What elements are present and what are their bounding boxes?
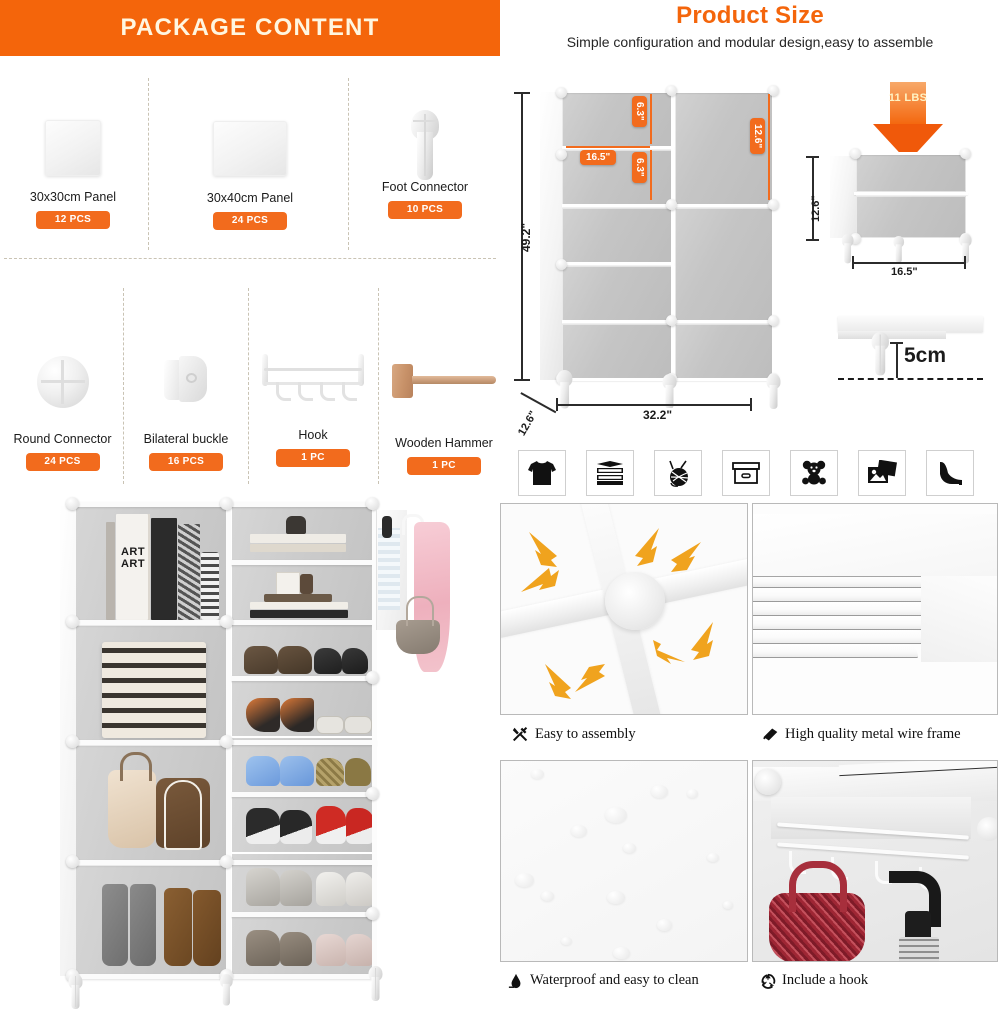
feature-caption-wireframe xyxy=(762,726,961,743)
measure-label-depth: 12.6" xyxy=(516,408,540,438)
photo-book xyxy=(201,552,219,620)
photo-sneaker-white xyxy=(346,872,374,906)
water-droplet xyxy=(531,769,544,779)
water-droplet xyxy=(651,785,668,798)
feature-caption-text: High quality metal wire frame xyxy=(785,726,961,742)
connector-knob xyxy=(556,259,567,270)
photo-connector-knob xyxy=(220,615,233,628)
water-droplet xyxy=(571,825,587,837)
product-photo-assembled-unit xyxy=(60,500,480,985)
stacked-panel xyxy=(753,616,934,630)
photo-connector-knob xyxy=(66,735,79,748)
photo-clog-blue xyxy=(246,756,280,786)
divider-vertical xyxy=(148,78,149,250)
package-item-qty: 1 PC xyxy=(407,457,481,475)
photo-connector-knob xyxy=(366,907,379,920)
assembly-closeup-image xyxy=(501,504,747,714)
photo-tray xyxy=(264,594,332,602)
measure-line-clearance xyxy=(896,342,898,378)
feature-photo-assembly xyxy=(500,503,748,715)
package-item-qty: 12 PCS xyxy=(36,211,110,229)
water-droplet xyxy=(605,807,627,823)
photo-sneaker-black xyxy=(280,810,312,844)
tools-icon xyxy=(512,726,529,743)
photo-sneaker-grey xyxy=(280,870,312,906)
dimension-arrow-vertical xyxy=(768,94,770,200)
photo-book xyxy=(151,518,177,620)
ground-dashed-line xyxy=(838,378,983,380)
connector-knob xyxy=(666,85,677,96)
water-droplet xyxy=(657,919,672,931)
dimension-badge-shelf-bottom: 6.3" xyxy=(632,152,647,183)
dimension-arrow-vertical xyxy=(650,150,652,200)
storage-icon-strip xyxy=(518,450,988,500)
product-size-title: Product Size xyxy=(676,2,824,29)
measure-tick xyxy=(806,156,819,158)
stacked-panel xyxy=(753,630,926,644)
divider-horizontal xyxy=(4,258,496,259)
package-item-30x30-panel xyxy=(8,110,138,229)
photo-connector-knob xyxy=(220,497,233,510)
photo-shelf-line xyxy=(230,560,376,565)
assembly-arrows xyxy=(501,504,748,715)
photo-shoe-dress xyxy=(244,646,278,674)
water-drop-icon xyxy=(508,973,524,989)
measure-tick xyxy=(514,379,530,381)
feature-caption-text: Easy to assembly xyxy=(535,726,636,742)
measure-label-height: 49.2" xyxy=(519,222,533,252)
package-item-foot-connector xyxy=(360,110,490,219)
water-droplet xyxy=(515,873,534,887)
photo-sneaker-black xyxy=(246,808,280,844)
rect-panel-icon xyxy=(213,121,287,191)
photo-shoe-dress xyxy=(278,646,312,674)
photo-book xyxy=(178,524,200,620)
dimension-badge-shelf-top: 6.3" xyxy=(632,96,647,127)
cabinet-cube xyxy=(675,208,775,322)
package-item-label: Round Connector xyxy=(13,432,112,446)
connector-knob xyxy=(556,87,567,98)
photo-side-grid-panel xyxy=(378,528,400,610)
measure-tick xyxy=(890,342,903,344)
feature-caption-assembly xyxy=(512,726,636,743)
photo-sneaker-pink xyxy=(346,934,374,966)
divider-vertical-line xyxy=(772,90,775,382)
teddy-bear-icon xyxy=(790,450,838,496)
connector-knob xyxy=(768,199,779,210)
water-droplet xyxy=(707,853,719,862)
photo-handbag-beige xyxy=(108,770,156,848)
connector-knob xyxy=(556,149,567,160)
photo-connector-knob xyxy=(66,855,79,868)
divider-vertical xyxy=(248,288,249,484)
photo-connector-knob xyxy=(66,615,79,628)
cube-foot xyxy=(956,234,975,264)
package-item-qty: 16 PCS xyxy=(149,453,223,471)
photo-boot-brown xyxy=(193,890,221,966)
wireframe-icon xyxy=(762,726,779,743)
photo-connector-knob xyxy=(366,497,379,510)
photo-decor-sculpture xyxy=(286,516,306,534)
divider-vertical-line xyxy=(671,90,674,382)
measure-tick xyxy=(514,92,530,94)
package-item-label: Foot Connector xyxy=(381,180,469,194)
photo-boot-grey xyxy=(102,884,128,966)
connector-knob xyxy=(666,315,677,326)
photos-icon xyxy=(858,450,906,496)
foot-connector-icon xyxy=(402,110,448,180)
divider-vertical xyxy=(378,288,379,484)
hook-mount-right xyxy=(977,817,998,841)
shelf-underside xyxy=(838,316,983,332)
measure-tick xyxy=(556,398,558,411)
measure-label-clearance: 5cm xyxy=(904,344,947,367)
photo-boot-grey xyxy=(130,884,156,966)
photo-book xyxy=(250,544,346,552)
photo-sandal xyxy=(316,716,344,734)
cube-foot xyxy=(890,236,907,263)
feature-photo-wireframe xyxy=(752,503,998,715)
feature-photo-waterproof xyxy=(500,760,748,962)
shelf-line xyxy=(854,192,968,195)
arrow-shaft xyxy=(890,82,926,126)
photo-sneaker-taupe xyxy=(280,932,312,966)
water-droplet xyxy=(687,789,698,798)
measure-line-width xyxy=(556,404,752,406)
feature-photo-hook xyxy=(752,760,998,962)
cube-foot xyxy=(838,234,857,264)
measure-label-cube-width: 16.5" xyxy=(886,266,923,278)
cabinet-cube xyxy=(562,92,672,148)
cabinet-cube xyxy=(675,324,775,380)
photo-book-title: ART ART xyxy=(120,546,146,570)
measure-label-width: 32.2" xyxy=(637,408,678,422)
feature-caption-hook xyxy=(760,972,868,989)
feature-caption-text: Include a hook xyxy=(782,972,869,988)
photo-shoe-printed xyxy=(345,758,371,786)
water-droplet xyxy=(607,891,625,904)
dimension-badge-cube-width: 16.5" xyxy=(580,150,616,165)
photo-sneaker-red xyxy=(316,806,346,844)
photo-book xyxy=(106,522,115,620)
photo-candle xyxy=(300,574,313,594)
photo-shoe-dress xyxy=(314,648,342,674)
package-item-qty: 24 PCS xyxy=(26,453,100,471)
connector-knob xyxy=(850,148,861,159)
photo-clog-blue xyxy=(280,756,314,786)
package-item-qty: 10 PCS xyxy=(388,201,462,219)
dimension-badge-cube-height: 12.6" xyxy=(750,118,765,154)
cabinet-cube xyxy=(562,208,672,264)
cabinet-cube xyxy=(562,150,672,206)
hook-usage-image xyxy=(753,761,997,961)
measure-line-depth xyxy=(521,392,557,413)
photo-sneaker-white xyxy=(316,872,346,906)
bilateral-buckle-icon xyxy=(164,356,208,432)
package-item-label: Bilateral buckle xyxy=(143,432,229,446)
measure-tick xyxy=(806,239,819,241)
package-item-qty: 24 PCS xyxy=(213,212,287,230)
water-droplet xyxy=(561,937,572,945)
cabinet-diagram-full xyxy=(540,88,780,388)
shelf-line xyxy=(562,262,674,265)
square-panel-icon xyxy=(45,120,101,190)
photo-heel xyxy=(246,698,280,732)
photo-shelf-line xyxy=(230,676,376,681)
cube-side-panel xyxy=(830,156,856,238)
photo-heel xyxy=(280,698,314,732)
photo-connector-knob xyxy=(66,497,79,510)
package-item-30x40-panel xyxy=(185,110,315,230)
foot-clearance-diagram xyxy=(838,316,983,396)
cube-upper-section xyxy=(856,154,966,192)
photo-sneaker-red xyxy=(346,808,374,844)
books-icon xyxy=(586,450,634,496)
photo-boot-brown xyxy=(164,888,192,966)
connector-knob xyxy=(960,148,971,159)
cabinet-foot xyxy=(762,374,768,385)
recycle-icon xyxy=(760,973,776,989)
photo-book xyxy=(250,534,346,543)
high-heel-icon xyxy=(926,450,974,496)
photo-sandal xyxy=(344,716,372,734)
measure-tick xyxy=(852,256,854,269)
divider-vertical xyxy=(348,78,349,250)
photo-black-item xyxy=(382,516,392,538)
panel-stack-image xyxy=(753,504,997,714)
package-item-round-connector xyxy=(0,340,125,471)
water-droplet xyxy=(623,843,636,853)
feature-caption-text: Waterproof and easy to clean xyxy=(530,972,699,988)
photo-shelf-line xyxy=(230,792,376,797)
measure-line-cube-width xyxy=(852,262,966,264)
dimension-arrow-vertical xyxy=(650,94,652,144)
photo-book xyxy=(250,610,348,618)
dimension-arrow-horizontal xyxy=(566,146,650,148)
package-item-label: 30x30cm Panel xyxy=(29,190,117,204)
package-item-hook xyxy=(250,340,376,467)
photo-foot xyxy=(216,974,237,1006)
hook-rack-icon xyxy=(258,352,368,428)
photo-frame xyxy=(276,572,300,596)
measure-label-cube-height: 12.6" xyxy=(810,195,822,222)
cabinet-cube xyxy=(562,266,672,322)
cabinet-foot xyxy=(658,374,664,385)
tshirt-icon xyxy=(518,450,566,496)
connector-knob xyxy=(768,315,779,326)
package-item-label: Hook xyxy=(298,428,328,442)
photo-handbag-white-trim xyxy=(164,780,202,850)
photo-sneaker-taupe xyxy=(246,930,280,966)
cabinet-side-panel xyxy=(540,92,562,380)
round-connector-icon xyxy=(37,356,89,432)
waterproof-surface-image xyxy=(501,761,747,961)
product-size-subtitle: Simple configuration and modular design,easy to assemble xyxy=(566,34,934,50)
clearance-foot xyxy=(866,332,895,377)
package-item-bilateral-buckle xyxy=(125,340,247,471)
photo-folded-textiles xyxy=(102,642,206,738)
stacked-panel xyxy=(753,644,918,658)
package-content-title: PACKAGE CONTENT xyxy=(120,14,380,41)
connector-knob xyxy=(666,199,677,210)
photo-shoe-printed xyxy=(316,758,344,786)
photo-connector-knob xyxy=(220,735,233,748)
photo-connector-knob xyxy=(366,787,379,800)
photo-shelf-line xyxy=(230,912,376,917)
photo-foot xyxy=(64,974,87,1010)
package-content-header xyxy=(0,0,500,56)
package-item-qty: 1 PC xyxy=(276,449,350,467)
cabinet-foot xyxy=(552,370,559,382)
photo-foot xyxy=(364,966,387,1002)
photo-connector-knob xyxy=(220,855,233,868)
water-droplet xyxy=(613,947,630,959)
stack-right-edge xyxy=(921,576,998,662)
photo-book xyxy=(250,602,348,609)
package-item-label: Wooden Hammer xyxy=(395,436,493,450)
package-item-wooden-hammer xyxy=(380,340,508,475)
photo-sneaker-pink xyxy=(316,934,346,966)
feature-caption-waterproof xyxy=(508,972,699,989)
umbrella-plaid-cover xyxy=(899,937,939,962)
shelf-line xyxy=(854,152,968,155)
stacked-panel xyxy=(753,602,942,616)
handbag-strap xyxy=(789,861,847,912)
photo-grey-handbag-strap xyxy=(406,596,434,626)
top-panel-face xyxy=(753,514,998,577)
cabinet-cube xyxy=(562,324,672,380)
cabinet-diagram-single-cube xyxy=(830,150,970,242)
water-droplet xyxy=(541,891,554,901)
box-icon xyxy=(722,450,770,496)
photo-connector-knob xyxy=(366,671,379,684)
water-droplet xyxy=(723,901,733,909)
photo-sneaker-grey xyxy=(246,868,280,906)
cube-lower-section xyxy=(856,196,966,238)
yarn-icon xyxy=(654,450,702,496)
package-item-label: 30x40cm Panel xyxy=(206,191,294,205)
load-capacity-label: 11 LBS xyxy=(888,92,928,104)
photo-shoe-dress xyxy=(342,648,368,674)
photo-handbag-strap xyxy=(120,752,152,781)
measure-tick xyxy=(750,398,752,411)
hook-mount-left xyxy=(755,769,781,795)
measure-tick xyxy=(964,256,966,269)
wooden-hammer-icon xyxy=(392,360,496,436)
